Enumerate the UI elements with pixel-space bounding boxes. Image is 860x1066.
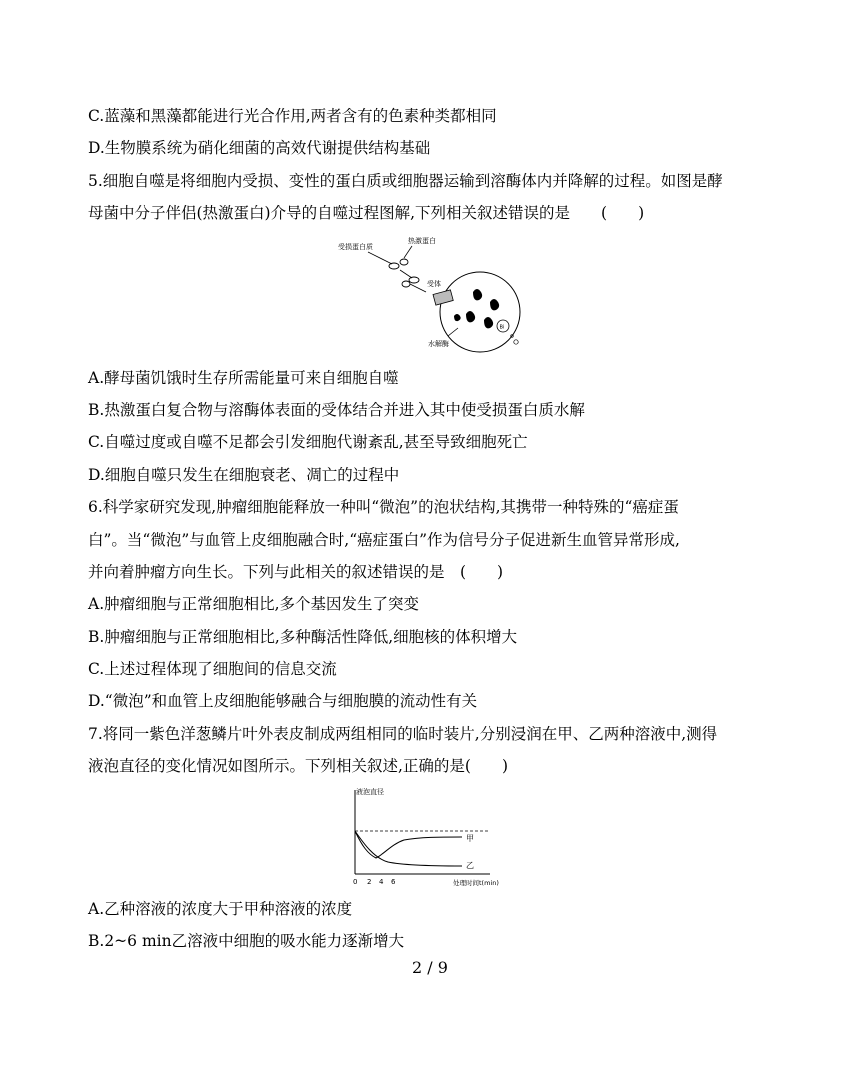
question-6-line3: 并向着肿瘤方向生长。下列与此相关的叙述错误的是 ( ) — [88, 563, 504, 581]
option-7b: B.2~6 min乙溶液中细胞的吸水能力逐渐增大 — [88, 932, 405, 950]
option-4d: D.生物膜系统为硝化细菌的高效代谢提供结构基础 — [88, 139, 431, 157]
question-6-line1: 6.科学家研究发现,肿瘤细胞能释放一种叫“微泡”的泡状结构,其携带一种特殊的“癌症蛋 — [88, 498, 679, 516]
question-5-line2: 母菌中分子伴侣(热激蛋白)介导的自噬过程图解,下列相关叙述错误的是 ( ) — [88, 204, 645, 222]
x-tick-0: 0 — [353, 878, 358, 886]
vacuole-diameter-chart — [340, 782, 520, 894]
series-yi-label: 乙 — [466, 861, 474, 870]
option-5a: A.酵母菌饥饿时生存所需能量可来自细胞自噬 — [88, 369, 399, 387]
chart-xlabel: 处理时间t(min) — [453, 879, 499, 887]
label-heat-shock-protein: 热激蛋白 — [408, 237, 436, 245]
question-7-line1: 7.将同一紫色洋葱鳞片叶外表皮制成两组相同的临时装片,分别浸润在甲、乙两种溶液中,测得 — [88, 725, 718, 743]
chart-ylabel: 液泡直径 — [356, 788, 384, 796]
question-6-line2: 白”。当“微泡”与血管上皮细胞融合时,“癌症蛋白”作为信号分子促进新生血管异常形成, — [88, 531, 680, 549]
option-6d: D.“微泡”和血管上皮细胞能够融合与细胞膜的流动性有关 — [88, 692, 478, 710]
option-5c: C.自噬过度或自噬不足都会引发细胞代谢紊乱,甚至导致细胞死亡 — [88, 433, 528, 451]
label-receptor: 受体 — [427, 280, 441, 288]
option-5b: B.热激蛋白复合物与溶酶体表面的受体结合并进入其中使受损蛋白质水解 — [88, 401, 585, 419]
page-number: 2 / 9 — [412, 958, 448, 977]
svg-text:Bi: Bi — [499, 324, 505, 331]
option-6c: C.上述过程体现了细胞间的信息交流 — [88, 660, 337, 678]
question-5-line1: 5.细胞自噬是将细胞内受损、变性的蛋白质或细胞器运输到溶酶体内并降解的过程。如图是酵 — [88, 172, 723, 190]
series-jia-label: 甲 — [466, 834, 474, 843]
x-tick-6: 6 — [391, 878, 396, 886]
series-jia-line — [355, 831, 462, 858]
option-6b: B.肿瘤细胞与正常细胞相比,多种酶活性降低,细胞核的体积增大 — [88, 628, 518, 646]
x-tick-2: 2 — [367, 878, 372, 886]
x-tick-4: 4 — [379, 878, 384, 886]
autophagy-diagram — [330, 232, 530, 354]
label-lysosome-enzyme: 水解酶 — [428, 340, 449, 348]
option-6a: A.肿瘤细胞与正常细胞相比,多个基因发生了突变 — [88, 595, 420, 613]
option-7a: A.乙种溶液的浓度大于甲种溶液的浓度 — [88, 900, 353, 918]
question-7-line2: 液泡直径的变化情况如图所示。下列相关叙述,正确的是( ) — [88, 757, 509, 775]
option-5d: D.细胞自噬只发生在细胞衰老、凋亡的过程中 — [88, 466, 400, 484]
option-4c: C.蓝藻和黑藻都能进行光合作用,两者含有的色素种类都相同 — [88, 107, 497, 125]
series-yi-line — [355, 831, 462, 866]
label-damaged-protein: 受损蛋白质 — [338, 243, 373, 251]
